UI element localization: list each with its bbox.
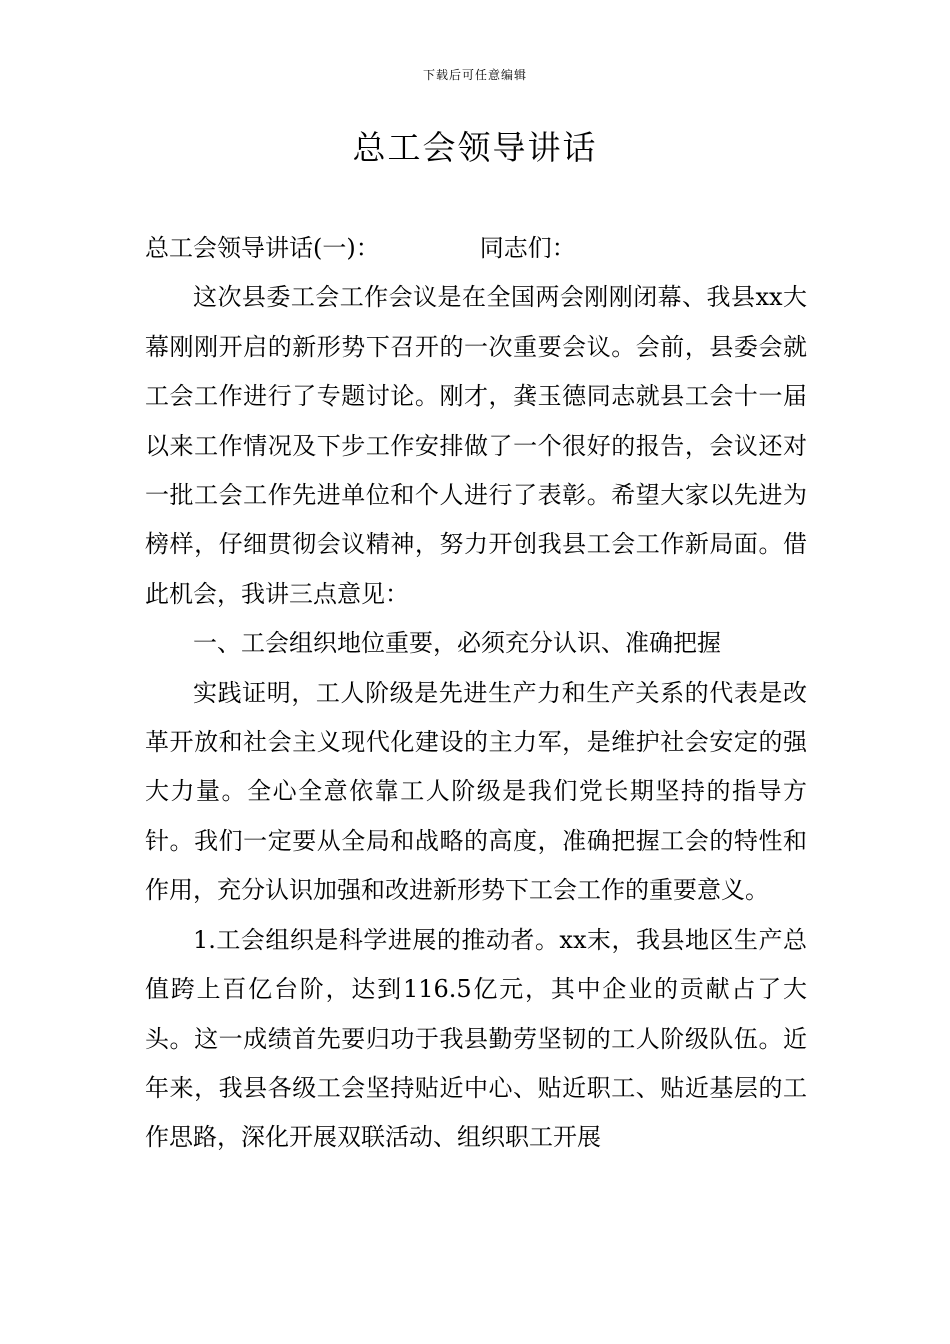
opening-line (145, 224, 807, 273)
document-title: 总工会领导讲话 (352, 128, 598, 167)
salutation: 同志们： (479, 234, 576, 262)
paragraph-practice: 实践证明，工人阶级是先进生产力和生产关系的代表是改革开放和社会主义现代化建设的主力军，是维护社会安定的强大力量。全心全意依靠工人阶级是我们党长期坚持的指导方针。我们一定要从全局和战略的高度，准确把握工会的特性和作用，充分认识加强和改进新形势下工会工作的重要意义。 (145, 678, 807, 905)
opening-label: 总工会领导讲话(一)： (145, 234, 380, 262)
header-note: 下载后可任意编辑 (422, 68, 527, 82)
section-heading-1: 一、工会组织地位重要，必须充分认识、准确把握 (193, 629, 721, 658)
paragraph-point-1: 1.工会组织是科学进展的推动者。xx末，我县地区生产总值跨上百亿台阶，达到116.5亿元，其中企业的贡献占了大头。这一成绩首先要归功于我县勤劳坚韧的工人阶级队伍。近年来，我县各级工会坚持贴近中心、贴近职工、贴近基层的工作思路，深化开展双联活动、组织职工开展 (145, 925, 807, 1152)
paragraph-intro: 这次县委工会工作会议是在全国两会刚刚闭幕、我县xx大幕刚刚开启的新形势下召开的一次重要会议。会前，县委会就工会工作进行了专题讨论。刚才，龚玉德同志就县工会十一届以来工作情况及下步工作安排做了一个很好的报告，会议还对一批工会工作先进单位和个人进行了表彰。希望大家以先进为榜样，仔细贯彻会议精神，努力开创我县工会工作新局面。借此机会，我讲三点意见： (145, 283, 807, 608)
document-body (145, 224, 807, 1163)
